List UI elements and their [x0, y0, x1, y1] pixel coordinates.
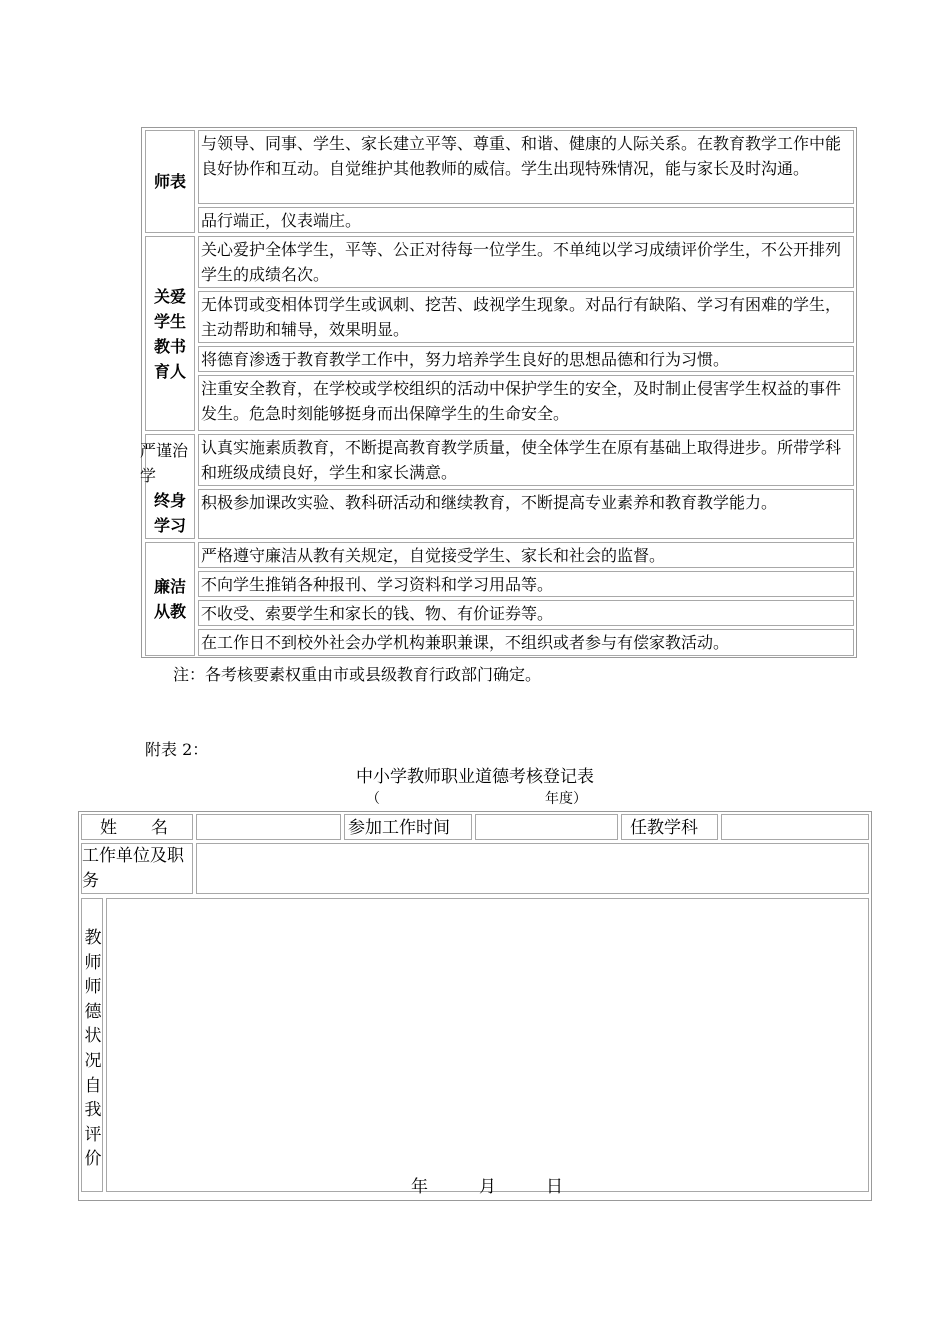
unit-position-field[interactable] — [196, 843, 869, 894]
criteria-row: 将德育渗透于教育教学工作中，努力培养学生良好的思想品德和行为习惯。 — [198, 346, 854, 372]
category-label-bottom: 终身学习 — [153, 491, 186, 535]
ethics-criteria-table — [141, 127, 857, 658]
criteria-row: 认真实施素质教育，不断提高教育教学质量，使全体学生在原有基础上取得进步。所带学科和班级成绩良好，学生和家长满意。 — [198, 434, 854, 486]
registration-form-table — [78, 811, 872, 1201]
name-label: 姓 名 — [81, 814, 193, 840]
criteria-row: 在工作日不到校外社会办学机构兼职兼课，不组织或者参与有偿家教活动。 — [198, 629, 854, 656]
subject-label: 任教学科 — [621, 814, 718, 840]
subject-field[interactable] — [721, 814, 869, 840]
criteria-row: 与领导、同事、学生、家长建立平等、尊重、和谐、健康的人际关系。在教育教学工作中能良好协作和互动。自觉维护其他教师的威信。学生出现特殊情况，能与家长及时沟通。 — [198, 130, 854, 204]
year-label: 年度） — [545, 791, 587, 807]
date-day: 日 — [546, 1177, 563, 1197]
date-month: 月 — [479, 1177, 496, 1197]
criteria-row: 不向学生推销各种报刊、学习资料和学习用品等。 — [198, 571, 854, 597]
table-note: 注：各考核要素权重由市或县级教育行政部门确定。 — [173, 665, 542, 684]
criteria-row: 品行端正，仪表端庄。 — [198, 207, 854, 233]
category-label-top: 严谨治学 — [140, 441, 189, 485]
appendix-label: 附表 2： — [145, 740, 209, 759]
date-year: 年 — [411, 1177, 428, 1197]
category-cell-guanai — [145, 236, 195, 431]
category-label: 师表 — [153, 172, 186, 191]
category-label: 关爱 学生 教书 育人 — [153, 286, 186, 381]
work-start-label: 参加工作时间 — [344, 814, 472, 840]
category-cell-shibiao — [145, 130, 195, 233]
name-field[interactable] — [196, 814, 341, 840]
work-start-field[interactable] — [475, 814, 618, 840]
criteria-row: 关心爱护全体学生，平等、公正对待每一位学生。不单纯以学习成绩评价学生，不公开排列学生的成绩名次。 — [198, 236, 854, 288]
year-open-paren: （ — [366, 791, 380, 807]
criteria-row: 无体罚或变相体罚学生或讽刺、挖苦、歧视学生现象。对品行有缺陷、学习有困难的学生，主动帮助和辅导，效果明显。 — [198, 291, 854, 343]
category-label: 廉洁 从教 — [153, 577, 186, 621]
category-cell-lianjie — [145, 542, 195, 656]
self-eval-label-cell — [81, 898, 103, 1192]
category-cell-yanjin — [140, 434, 195, 539]
self-eval-field[interactable] — [106, 898, 869, 1192]
self-eval-label: 教 师 师 德 状 况 自 我 评 价 — [84, 928, 102, 1170]
form-title: 中小学教师职业道德考核登记表 — [356, 767, 594, 787]
criteria-row: 不收受、索要学生和家长的钱、物、有价证券等。 — [198, 600, 854, 626]
criteria-row: 严格遵守廉洁从教有关规定，自觉接受学生、家长和社会的监督。 — [198, 542, 854, 568]
unit-position-label: 工作单位及职务 — [81, 843, 193, 894]
criteria-row: 注重安全教育，在学校或学校组织的活动中保护学生的安全，及时制止侵害学生权益的事件发生。危急时刻能够挺身而出保障学生的生命安全。 — [198, 375, 854, 431]
criteria-row: 积极参加课改实验、教科研活动和继续教育，不断提高专业素养和教育教学能力。 — [198, 489, 854, 539]
